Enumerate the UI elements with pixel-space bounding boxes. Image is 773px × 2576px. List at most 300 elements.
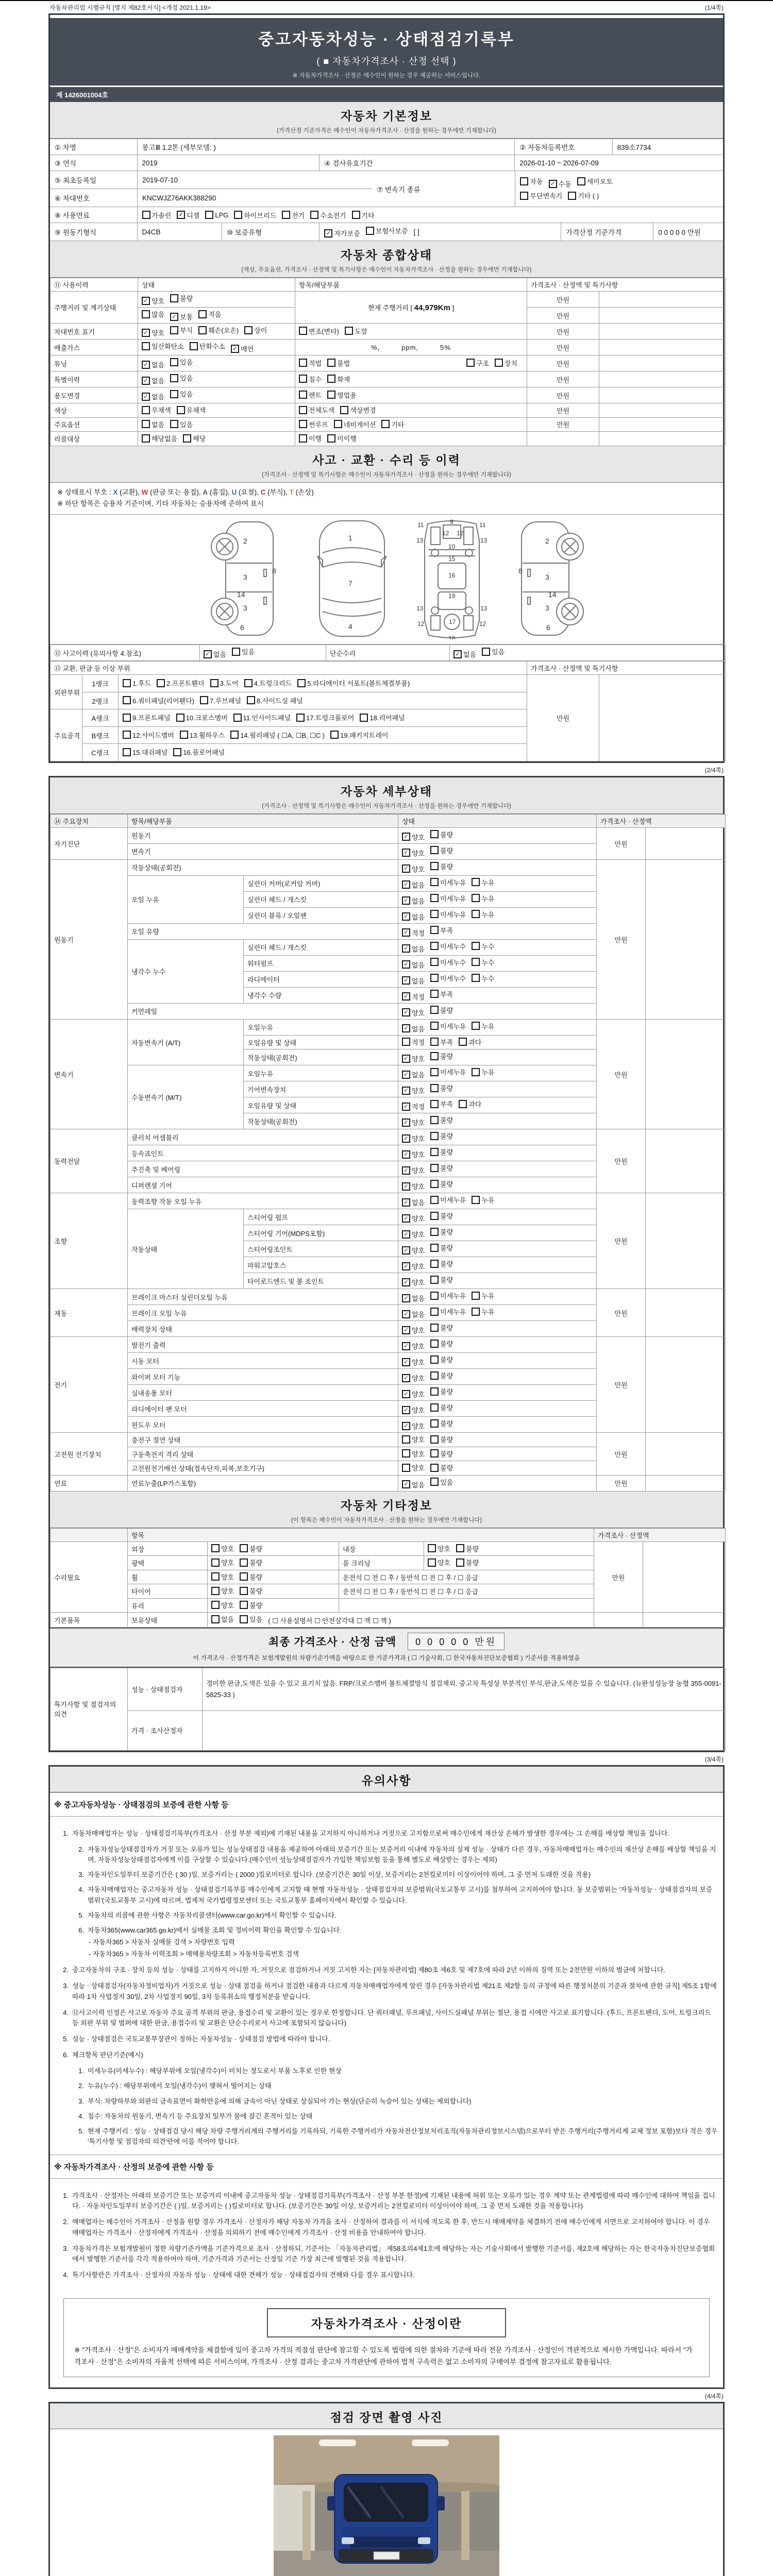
checkbox-불량[interactable] (430, 1386, 453, 1396)
checkbox-box[interactable] (299, 406, 307, 414)
checkbox-LPG[interactable] (205, 211, 228, 219)
checkbox-box[interactable] (430, 1371, 439, 1380)
checkbox-box[interactable] (240, 1572, 248, 1581)
checkbox-box[interactable] (482, 648, 490, 656)
checkbox-11.인사이드패널[interactable] (233, 713, 291, 722)
checkbox-box[interactable] (430, 862, 439, 870)
checkbox-불량[interactable] (240, 1600, 262, 1610)
checkbox-장치[interactable] (495, 358, 517, 368)
checkbox-10.크로스멤버[interactable] (176, 713, 228, 722)
checkbox-부족[interactable] (430, 1099, 453, 1109)
checkbox-미세누유[interactable] (430, 1291, 466, 1300)
checkbox-box[interactable] (402, 1038, 410, 1046)
checkbox-13.휠하우스[interactable] (180, 730, 225, 740)
checkbox-불량[interactable] (430, 1323, 453, 1332)
checkbox-불량[interactable] (430, 845, 453, 855)
checkbox-box[interactable]: ✓ (402, 1008, 410, 1016)
checkbox-양호[interactable] (402, 1008, 425, 1018)
checkbox-box[interactable] (472, 878, 480, 886)
checkbox-양호[interactable] (402, 1261, 425, 1271)
checkbox-미세누유[interactable] (430, 1195, 466, 1205)
checkbox-수동[interactable] (549, 179, 572, 189)
checkbox-없음[interactable] (402, 912, 425, 922)
checkbox-box[interactable]: ✓ (402, 1262, 410, 1270)
checkbox-box[interactable] (211, 1572, 220, 1581)
checkbox-누수[interactable] (472, 941, 494, 951)
checkbox-누수[interactable] (472, 973, 494, 983)
checkbox-없음[interactable] (402, 1070, 425, 1079)
checkbox-box[interactable] (299, 375, 307, 383)
checkbox-도말[interactable] (345, 326, 367, 336)
checkbox-기타 ( )[interactable] (568, 191, 599, 200)
checkbox-box[interactable] (577, 177, 585, 185)
checkbox-box[interactable] (430, 1006, 439, 1014)
checkbox-미세누유[interactable] (430, 909, 466, 919)
checkbox-box[interactable] (381, 420, 390, 428)
checkbox-14.필러패널 ( ☐A, ☐B, ☐C )[interactable] (230, 730, 325, 740)
checkbox-양호[interactable] (402, 1341, 425, 1351)
checkbox-box[interactable] (430, 910, 439, 918)
checkbox-box[interactable]: ✓ (402, 1103, 410, 1111)
checkbox-box[interactable]: ✓ (402, 1342, 410, 1350)
checkbox-box[interactable]: ✓ (142, 329, 150, 337)
checkbox-양호[interactable] (211, 1572, 234, 1582)
checkbox-box[interactable]: ✓ (402, 1118, 410, 1127)
checkbox-16.플로어패널[interactable] (173, 747, 225, 757)
checkbox-box[interactable] (211, 1544, 220, 1552)
checkbox-box[interactable] (299, 327, 307, 335)
checkbox-보험사보증[interactable] (366, 226, 408, 235)
checkbox-수소전기[interactable] (310, 210, 346, 220)
checkbox-5.라디에이터 서포트(볼트체결부품)[interactable] (297, 678, 410, 688)
checkbox-box[interactable] (327, 434, 335, 443)
checkbox-box[interactable] (299, 434, 307, 443)
checkbox-box[interactable] (430, 1308, 439, 1316)
checkbox-box[interactable] (142, 342, 150, 350)
checkbox-box[interactable] (352, 211, 360, 219)
checkbox-box[interactable] (459, 1038, 467, 1046)
checkbox-box[interactable]: ✓ (402, 1182, 410, 1191)
checkbox-box[interactable] (211, 1601, 220, 1609)
checkbox-box[interactable] (211, 1615, 220, 1623)
checkbox-box[interactable] (190, 342, 198, 350)
checkbox-box[interactable] (282, 211, 290, 219)
checkbox-양호[interactable] (402, 1165, 425, 1175)
checkbox-box[interactable] (123, 679, 131, 687)
checkbox-box[interactable] (430, 1052, 439, 1060)
checkbox-box[interactable] (247, 696, 255, 704)
checkbox-불량[interactable] (430, 1463, 453, 1472)
checkbox-box[interactable]: ✓ (402, 1278, 410, 1286)
checkbox-불량[interactable] (430, 1179, 453, 1189)
checkbox-box[interactable] (170, 420, 178, 428)
checkbox-box[interactable] (472, 1292, 480, 1300)
checkbox-box[interactable] (310, 211, 318, 219)
checkbox-box[interactable]: ✓ (142, 393, 150, 401)
checkbox-box[interactable] (299, 391, 307, 399)
checkbox-영업용[interactable] (327, 390, 357, 400)
checkbox-양호[interactable] (142, 328, 164, 337)
checkbox-있음[interactable] (170, 389, 193, 399)
checkbox-썬루프[interactable] (299, 419, 328, 429)
checkbox-양호[interactable] (211, 1544, 234, 1553)
checkbox-누유[interactable] (472, 877, 494, 887)
checkbox-box[interactable] (472, 1196, 480, 1204)
checkbox-있음[interactable] (170, 357, 193, 367)
checkbox-box[interactable]: ✓ (402, 1422, 410, 1430)
checkbox-색상변경[interactable] (340, 405, 376, 415)
checkbox-box[interactable] (142, 420, 150, 428)
checkbox-없음[interactable] (402, 960, 425, 970)
checkbox-box[interactable] (240, 1558, 248, 1567)
checkbox-양호[interactable] (402, 1389, 425, 1399)
checkbox-부족[interactable] (430, 1037, 453, 1047)
checkbox-유채색[interactable] (177, 405, 206, 415)
checkbox-box[interactable] (430, 1068, 439, 1076)
checkbox-없음[interactable] (402, 1197, 425, 1207)
checkbox-양호[interactable] (402, 1373, 425, 1383)
checkbox-box[interactable] (430, 926, 439, 934)
checkbox-없음[interactable] (402, 1309, 425, 1319)
checkbox-불량[interactable] (430, 1354, 453, 1364)
checkbox-양호[interactable] (402, 1245, 425, 1255)
checkbox-19.패키지트레이[interactable] (330, 730, 388, 740)
checkbox-box[interactable] (430, 894, 439, 902)
checkbox-box[interactable]: ✓ (231, 345, 239, 353)
checkbox-box[interactable] (402, 1464, 410, 1472)
checkbox-양호[interactable] (402, 1086, 425, 1095)
checkbox-불량[interactable] (240, 1586, 262, 1596)
checkbox-적법[interactable] (299, 358, 322, 368)
checkbox-box[interactable] (180, 731, 188, 739)
checkbox-양호[interactable] (402, 1054, 425, 1063)
checkbox-불량[interactable] (170, 293, 193, 303)
checkbox-양호[interactable] (428, 1557, 450, 1567)
checkbox-box[interactable] (244, 326, 253, 334)
checkbox-부족[interactable] (430, 989, 453, 999)
checkbox-없음[interactable] (142, 392, 164, 401)
checkbox-box[interactable] (123, 731, 131, 739)
checkbox-7.루브패널[interactable] (200, 696, 241, 705)
checkbox-2.프론트휀더[interactable] (157, 678, 205, 688)
checkbox-누유[interactable] (472, 893, 494, 903)
checkbox-네비게이션[interactable] (334, 419, 376, 429)
checkbox-box[interactable]: ✓ (402, 833, 410, 841)
checkbox-box[interactable] (495, 359, 503, 367)
checkbox-양호[interactable] (402, 1421, 425, 1431)
checkbox-미세누수[interactable] (430, 973, 466, 983)
checkbox-box[interactable] (327, 359, 335, 367)
checkbox-6.쿼더패널(리어휀다)[interactable] (123, 696, 194, 705)
checkbox-box[interactable] (142, 211, 150, 219)
checkbox-box[interactable]: ✓ (402, 928, 410, 937)
checkbox-양호[interactable] (402, 1181, 425, 1191)
checkbox-box[interactable] (297, 679, 306, 687)
checkbox-4.트렁크리드[interactable] (244, 678, 292, 688)
checkbox-box[interactable] (472, 1308, 480, 1316)
checkbox-box[interactable] (142, 406, 150, 414)
checkbox-없음[interactable] (453, 649, 476, 659)
checkbox-불량[interactable] (430, 1147, 453, 1157)
checkbox-box[interactable] (472, 1022, 480, 1030)
checkbox-box[interactable] (430, 1116, 439, 1124)
checkbox-box[interactable] (233, 714, 242, 722)
checkbox-box[interactable] (366, 227, 374, 235)
checkbox-box[interactable] (173, 748, 181, 756)
checkbox-양호[interactable] (402, 848, 425, 858)
checkbox-box[interactable] (520, 192, 528, 200)
checkbox-불량[interactable] (430, 1434, 453, 1444)
checkbox-양호[interactable] (402, 1405, 425, 1415)
checkbox-box[interactable]: ✓ (402, 1024, 410, 1032)
checkbox-box[interactable] (430, 878, 439, 886)
checkbox-box[interactable] (299, 420, 307, 428)
checkbox-box[interactable]: ✓ (402, 1071, 410, 1079)
checkbox-box[interactable]: ✓ (402, 849, 410, 857)
checkbox-양호[interactable] (402, 864, 425, 874)
checkbox-화재[interactable] (327, 374, 350, 384)
checkbox-box[interactable] (232, 648, 240, 656)
checkbox-보통[interactable] (170, 312, 193, 321)
checkbox-box[interactable] (430, 1132, 439, 1140)
checkbox-침수[interactable] (299, 374, 322, 384)
checkbox-box[interactable] (430, 1022, 439, 1030)
checkbox-box[interactable] (472, 1068, 480, 1076)
checkbox-box[interactable] (334, 420, 342, 428)
checkbox-양호[interactable] (211, 1586, 234, 1596)
checkbox-box[interactable] (177, 406, 185, 414)
checkbox-불량[interactable] (430, 829, 453, 839)
checkbox-box[interactable] (568, 192, 576, 200)
checkbox-box[interactable]: ✓ (402, 1087, 410, 1095)
checkbox-box[interactable] (430, 990, 439, 998)
checkbox-box[interactable]: ✓ (402, 1246, 410, 1255)
checkbox-box[interactable] (430, 1084, 439, 1092)
checkbox-누유[interactable] (472, 1307, 494, 1316)
checkbox-기타[interactable] (381, 419, 404, 429)
checkbox-box[interactable] (123, 748, 131, 756)
checkbox-불량[interactable] (430, 1338, 453, 1348)
checkbox-box[interactable]: ✓ (402, 896, 410, 905)
checkbox-box[interactable] (183, 434, 191, 443)
checkbox-box[interactable] (157, 679, 165, 687)
checkbox-없음[interactable] (402, 1293, 425, 1303)
checkbox-box[interactable] (430, 1212, 439, 1220)
checkbox-없음[interactable] (142, 360, 164, 369)
checkbox-불량[interactable] (430, 1227, 453, 1236)
checkbox-많음[interactable] (142, 309, 164, 319)
checkbox-box[interactable] (430, 942, 439, 950)
checkbox-양호[interactable] (402, 1229, 425, 1239)
checkbox-box[interactable]: ✓ (402, 1055, 410, 1063)
checkbox-없음[interactable] (142, 419, 164, 429)
checkbox-box[interactable]: ✓ (402, 1374, 410, 1382)
checkbox-box[interactable] (123, 696, 131, 704)
checkbox-불량[interactable] (430, 861, 453, 871)
checkbox-box[interactable] (299, 359, 307, 367)
checkbox-과다[interactable] (459, 1099, 481, 1109)
checkbox-box[interactable] (142, 310, 150, 318)
checkbox-불량[interactable] (430, 1449, 453, 1459)
checkbox-누유[interactable] (472, 1195, 494, 1205)
checkbox-있음[interactable] (170, 373, 193, 383)
checkbox-디젤[interactable] (177, 210, 199, 220)
checkbox-양호[interactable] (402, 1117, 425, 1127)
checkbox-box[interactable] (430, 1148, 439, 1156)
checkbox-무단변속기[interactable] (520, 191, 562, 200)
checkbox-있음[interactable] (482, 647, 505, 656)
checkbox-미세누유[interactable] (430, 1067, 466, 1077)
checkbox-해당없음[interactable] (142, 433, 177, 443)
checkbox-box[interactable] (430, 1292, 439, 1300)
checkbox-적정[interactable] (402, 992, 425, 1002)
checkbox-box[interactable] (520, 177, 528, 185)
checkbox-box[interactable]: ✓ (142, 377, 150, 385)
checkbox-box[interactable] (472, 910, 480, 918)
checkbox-있음[interactable] (232, 647, 255, 656)
checkbox-box[interactable]: ✓ (402, 960, 410, 969)
checkbox-box[interactable]: ✓ (453, 650, 462, 658)
checkbox-box[interactable] (205, 211, 213, 219)
checkbox-불량[interactable] (430, 1259, 453, 1268)
checkbox-있음[interactable] (430, 1477, 453, 1487)
checkbox-box[interactable] (466, 359, 475, 367)
checkbox-box[interactable] (428, 1544, 436, 1552)
checkbox-자동[interactable] (520, 176, 543, 186)
checkbox-box[interactable]: ✓ (402, 1166, 410, 1175)
checkbox-box[interactable]: ✓ (142, 361, 150, 369)
checkbox-불량[interactable] (430, 1370, 453, 1380)
checkbox-box[interactable] (472, 958, 480, 966)
checkbox-미세누유[interactable] (430, 1307, 466, 1316)
checkbox-12.사이드멤버[interactable] (123, 730, 174, 740)
checkbox-box[interactable]: ✓ (402, 1480, 410, 1488)
checkbox-box[interactable]: ✓ (402, 1390, 410, 1398)
checkbox-9.프론트패널[interactable] (123, 713, 171, 722)
checkbox-box[interactable] (430, 1100, 439, 1108)
checkbox-없음[interactable] (402, 896, 425, 906)
checkbox-전체도색[interactable] (299, 405, 334, 415)
checkbox-box[interactable] (430, 1403, 439, 1412)
checkbox-3.도어[interactable] (210, 678, 239, 688)
checkbox-box[interactable] (430, 1228, 439, 1236)
checkbox-매연[interactable] (231, 344, 254, 353)
checkbox-box[interactable] (472, 942, 480, 950)
checkbox-box[interactable]: ✓ (402, 1406, 410, 1414)
checkbox-box[interactable]: ✓ (402, 1310, 410, 1318)
checkbox-box[interactable]: ✓ (402, 944, 410, 953)
checkbox-누유[interactable] (472, 909, 494, 919)
checkbox-해당[interactable] (183, 433, 206, 443)
checkbox-box[interactable] (430, 1180, 439, 1188)
checkbox-1.후드[interactable] (123, 678, 151, 688)
checkbox-box[interactable] (430, 1164, 439, 1172)
checkbox-box[interactable] (430, 1340, 439, 1348)
checkbox-box[interactable] (234, 211, 242, 219)
checkbox-변조(변타)[interactable] (299, 326, 339, 336)
checkbox-box[interactable] (170, 326, 178, 334)
checkbox-box[interactable]: ✓ (402, 1294, 410, 1302)
checkbox-양호[interactable] (402, 1434, 425, 1444)
checkbox-box[interactable] (240, 1587, 248, 1595)
checkbox-미세누유[interactable] (430, 1021, 466, 1031)
checkbox-box[interactable] (430, 830, 439, 838)
checkbox-양호[interactable] (402, 1357, 425, 1367)
checkbox-세미오토[interactable] (577, 176, 613, 186)
checkbox-탄화수소[interactable] (190, 341, 225, 351)
checkbox-box[interactable] (240, 1615, 248, 1623)
checkbox-기타[interactable] (352, 210, 375, 220)
checkbox-양호[interactable] (211, 1557, 234, 1567)
checkbox-box[interactable] (430, 1276, 439, 1284)
checkbox-없음[interactable] (211, 1614, 234, 1624)
checkbox-box[interactable] (327, 375, 335, 383)
checkbox-box[interactable] (170, 374, 178, 382)
checkbox-없음[interactable] (402, 880, 425, 890)
checkbox-box[interactable] (345, 327, 353, 335)
checkbox-불량[interactable] (240, 1544, 262, 1553)
checkbox-box[interactable] (211, 1558, 220, 1567)
checkbox-box[interactable] (170, 358, 178, 366)
checkbox-box[interactable] (210, 679, 219, 687)
checkbox-box[interactable] (472, 974, 480, 982)
checkbox-box[interactable] (430, 1478, 439, 1486)
checkbox-box[interactable] (198, 310, 207, 318)
checkbox-무채색[interactable] (142, 405, 171, 415)
checkbox-누유[interactable] (472, 1067, 494, 1077)
checkbox-box[interactable]: ✓ (402, 1358, 410, 1366)
checkbox-양호[interactable] (211, 1600, 234, 1610)
checkbox-양호[interactable] (142, 296, 164, 306)
checkbox-box[interactable] (428, 1558, 436, 1567)
checkbox-box[interactable] (240, 1601, 248, 1609)
checkbox-box[interactable] (402, 1435, 410, 1444)
checkbox-불량[interactable] (430, 1083, 453, 1093)
checkbox-양호[interactable] (428, 1544, 450, 1553)
checkbox-가솔린[interactable] (142, 210, 172, 220)
checkbox-box[interactable] (430, 1355, 439, 1364)
checkbox-부족[interactable] (430, 925, 453, 935)
checkbox-box[interactable] (430, 846, 439, 854)
checkbox-없음[interactable] (402, 1480, 425, 1489)
checkbox-렌트[interactable] (299, 390, 322, 400)
checkbox-하이브리드[interactable] (234, 210, 276, 220)
checkbox-양호[interactable] (402, 1213, 425, 1223)
checkbox-box[interactable]: ✓ (402, 1150, 410, 1159)
checkbox-box[interactable] (170, 294, 178, 302)
checkbox-불량[interactable] (430, 1051, 453, 1061)
checkbox-box[interactable]: ✓ (324, 229, 332, 238)
checkbox-box[interactable] (430, 1244, 439, 1252)
checkbox-box[interactable] (430, 1038, 439, 1046)
checkbox-box[interactable] (430, 1196, 439, 1204)
checkbox-box[interactable]: ✓ (402, 880, 410, 889)
checkbox-box[interactable]: ✓ (402, 912, 410, 921)
checkbox-18.리어패널[interactable] (360, 713, 405, 722)
checkbox-불량[interactable] (430, 1418, 453, 1428)
checkbox-box[interactable]: ✓ (402, 976, 410, 985)
checkbox-box[interactable]: ✓ (402, 992, 410, 1001)
checkbox-없음[interactable] (204, 649, 226, 659)
checkbox-box[interactable] (456, 1544, 464, 1552)
checkbox-불량[interactable] (240, 1572, 262, 1582)
checkbox-양호[interactable] (402, 1277, 425, 1287)
checkbox-양호[interactable] (402, 1325, 425, 1335)
checkbox-box[interactable] (327, 391, 335, 399)
checkbox-불량[interactable] (430, 1163, 453, 1173)
checkbox-미이행[interactable] (327, 433, 357, 443)
checkbox-양호[interactable] (402, 1133, 425, 1143)
